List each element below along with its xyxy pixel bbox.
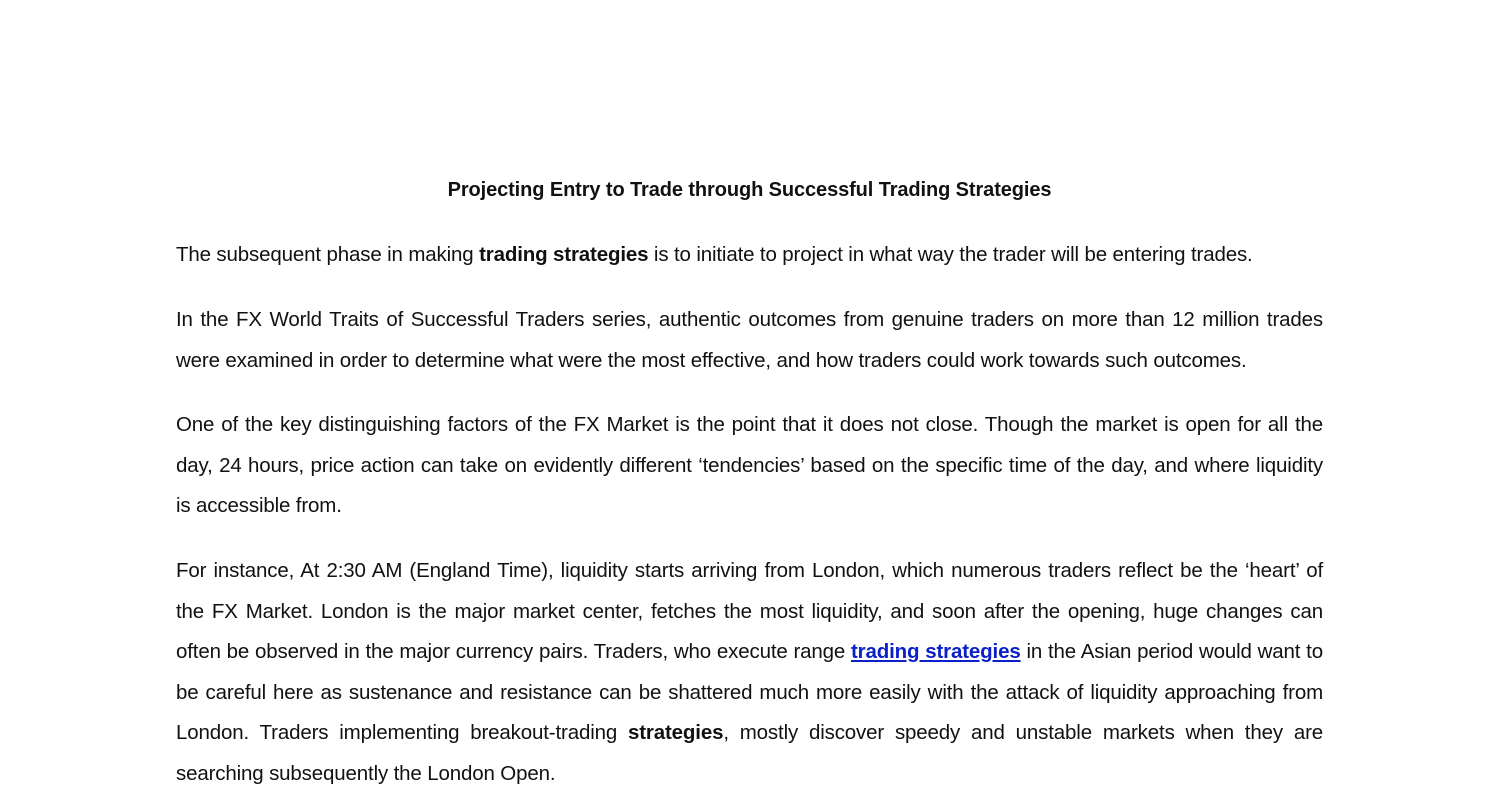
paragraph-4-text-a: For instance, At 2:30 AM (England Time), liquidity starts arriving from London, which numerous traders reflect be the ‘heart’ of the FX Market. London is the major market center, fetches the most liquidity, and soon after the opening, huge changes can often be observed in the major currency pairs. Traders, who execute range <box>176 559 1323 663</box>
paragraph-1-text-c: is to initiate to project in what way the trader will be entering trades. <box>648 243 1253 266</box>
paragraph-1 <box>176 235 1323 276</box>
paragraph-4 <box>176 551 1323 794</box>
paragraph-1-text-a: The subsequent phase in making <box>176 243 480 266</box>
paragraph-4-text-b: in the Asian period would want to be careful here as sustenance and resistance can be shattered much more easily with the attack of liquidity approaching from London. Traders implementing breakout-trading <box>176 640 1323 744</box>
paragraph-4-bold-term: strategies <box>627 721 724 744</box>
paragraph-4-text-d: , mostly discover speedy and unstable markets when they are searching subsequently the London Open. <box>176 721 1323 785</box>
paragraph-2: In the FX World Traits of Successful Traders series, authentic outcomes from genuine traders on more than 12 million trades were examined in order to determine what were the most effective, and how traders could work towards such outcomes. <box>176 308 1323 372</box>
document-title: Projecting Entry to Trade through Successful Trading Strategies <box>447 179 1052 201</box>
paragraph-1-bold-term: trading strategies <box>479 243 649 266</box>
paragraph-3: One of the key distinguishing factors of the FX Market is the point that it does not close. Though the market is open for all the day, 24 hours, price action can take on evidently different ‘tendencies’ based on the specific time of the day, and where liquidity is accessible from. <box>176 413 1323 517</box>
trading-strategies-link[interactable]: trading strategies <box>850 640 1021 663</box>
